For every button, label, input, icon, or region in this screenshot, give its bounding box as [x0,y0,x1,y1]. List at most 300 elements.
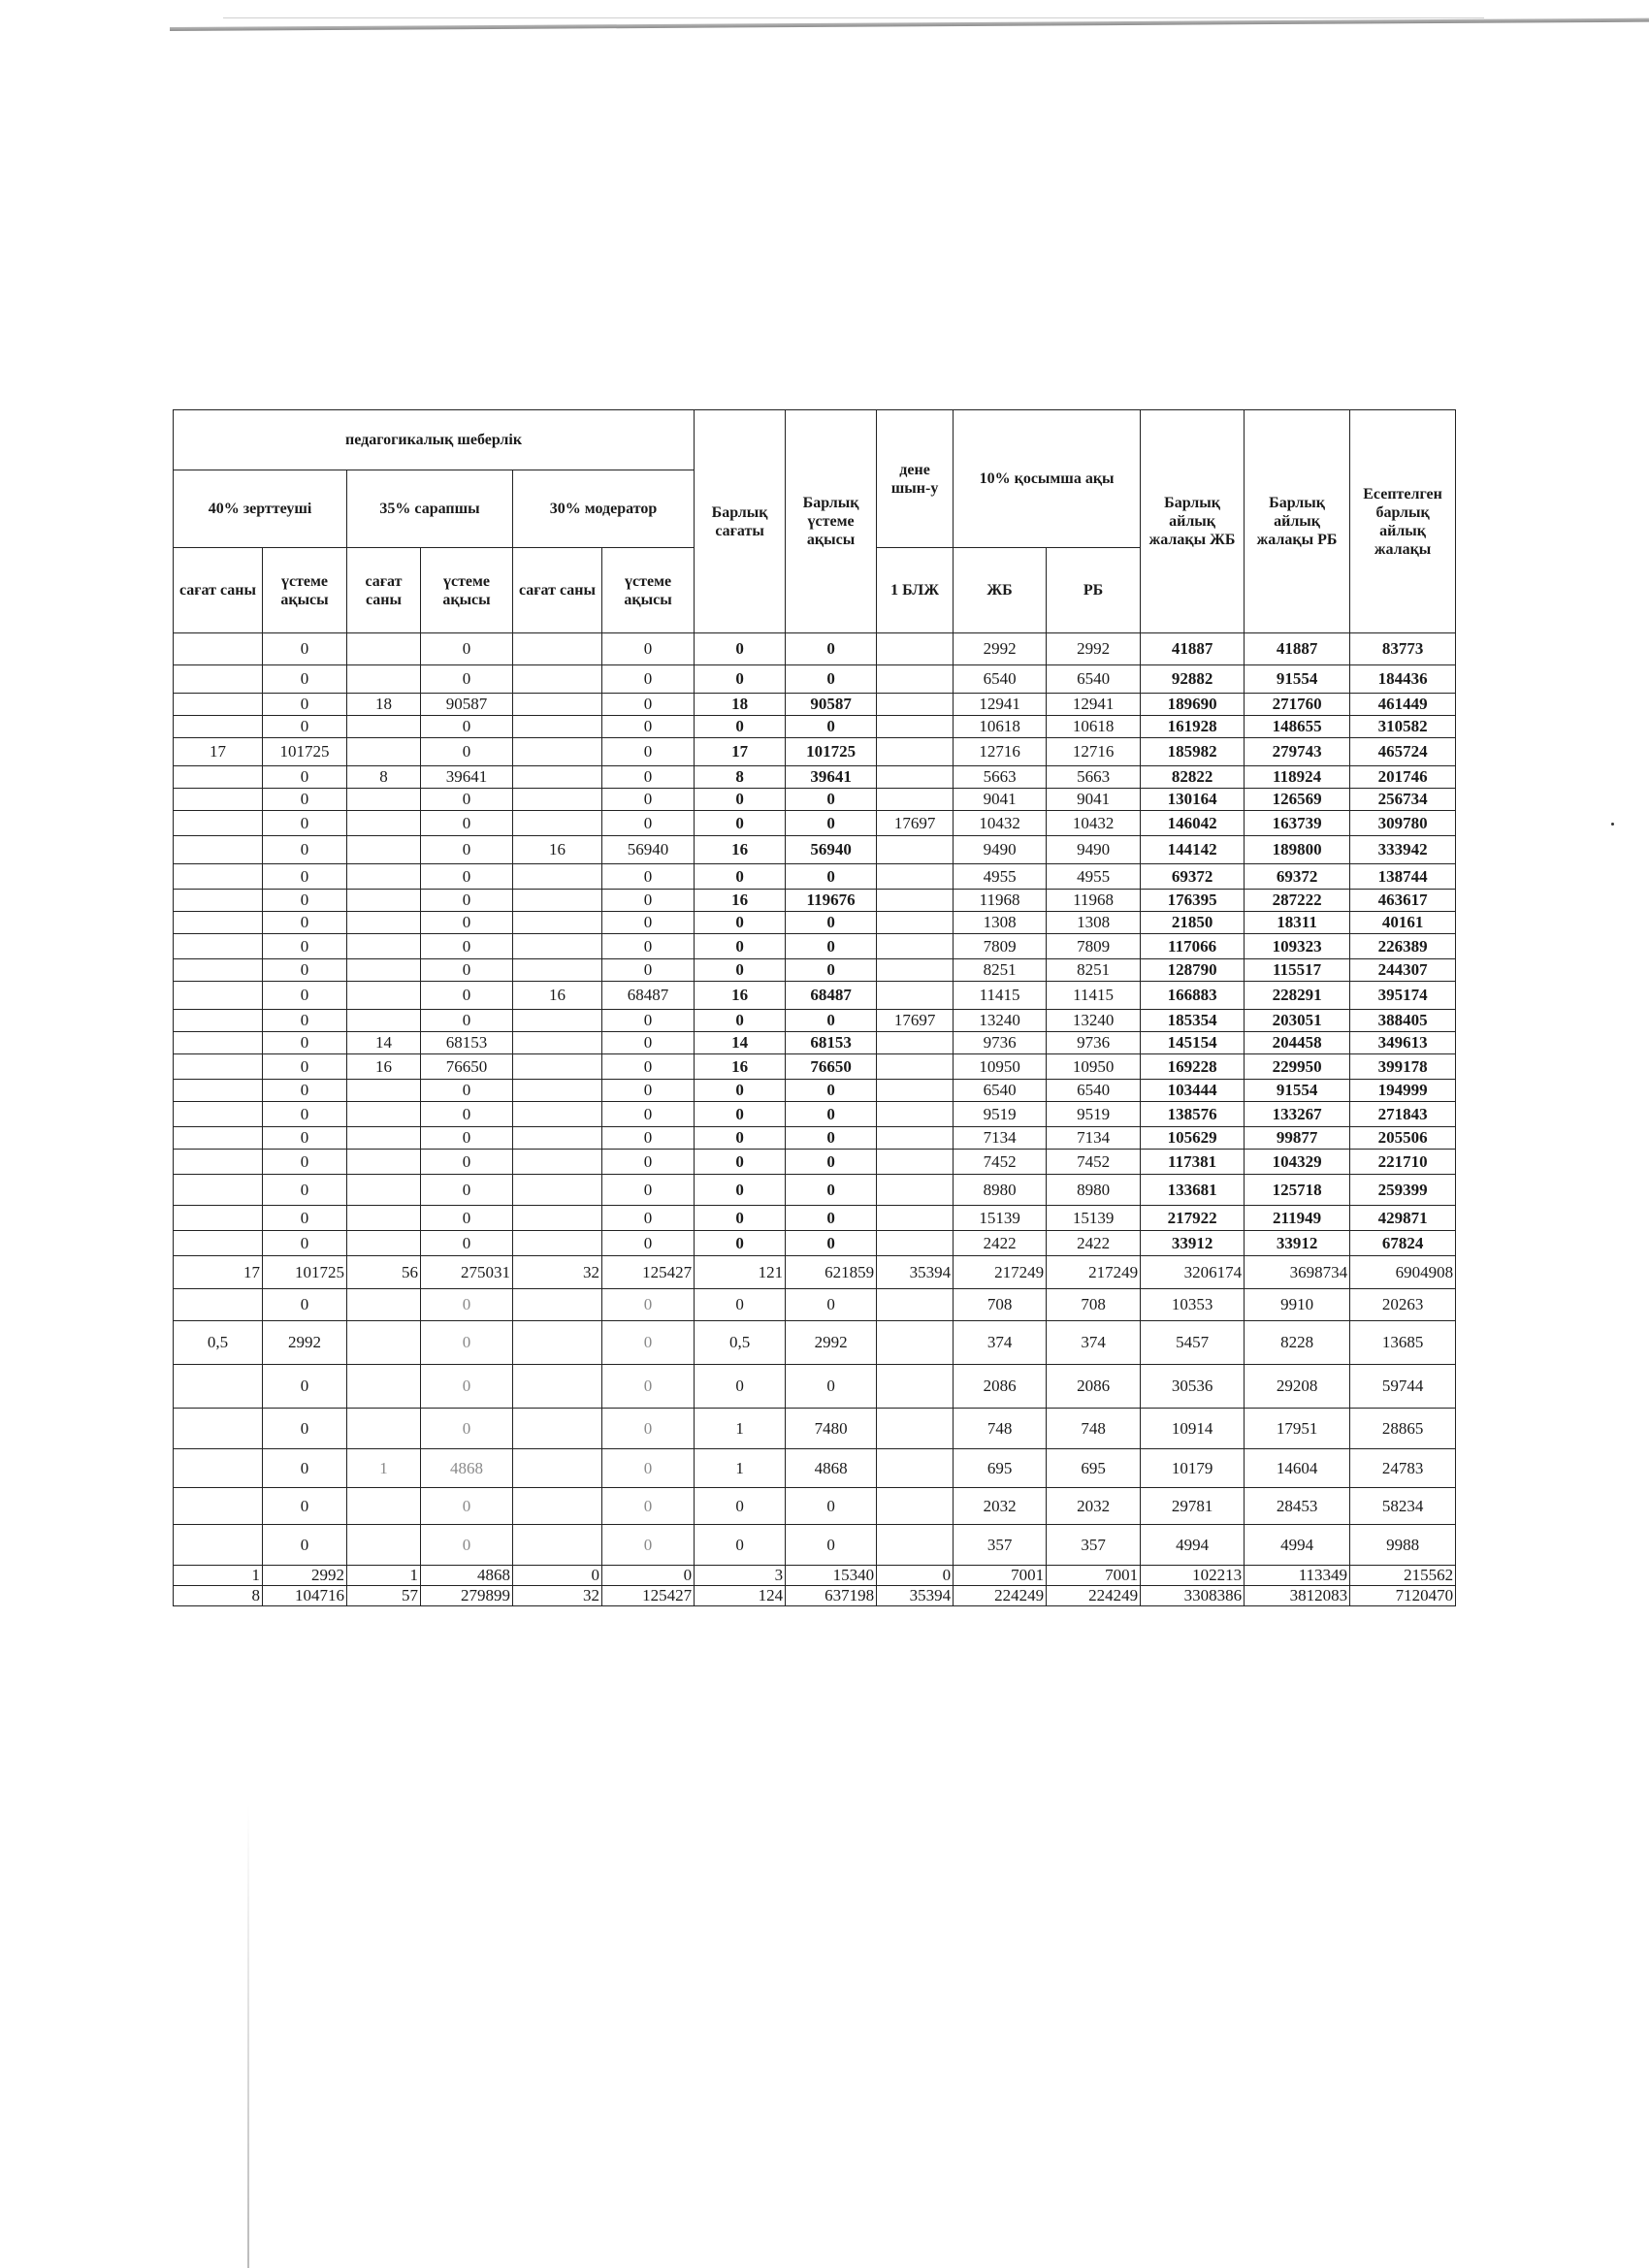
table-cell: 133681 [1141,1175,1245,1206]
table-cell [877,959,954,982]
table-cell: 4868 [786,1449,877,1488]
table-cell [513,934,602,959]
table-cell: 0 [786,959,877,982]
table-cell: 0 [602,1032,695,1054]
table-cell [174,912,263,934]
table-cell: 2992 [263,1566,347,1586]
table-cell [877,836,954,864]
table-cell: 18 [347,694,421,716]
table-cell: 0 [602,1231,695,1256]
table-cell [174,1010,263,1032]
table-cell: 1 [347,1449,421,1488]
table-cell: 6904908 [1350,1256,1456,1289]
table-cell: 83773 [1350,633,1456,665]
table-cell [174,982,263,1010]
table-cell: 144142 [1141,836,1245,864]
table-cell: 0 [263,934,347,959]
table-cell: 2422 [954,1231,1047,1256]
table-cell: 0 [786,811,877,836]
table-cell: 0 [602,789,695,811]
table-cell: 708 [1047,1289,1141,1321]
table-cell: 10432 [1047,811,1141,836]
table-cell: 0 [602,1525,695,1566]
table-cell: 0 [421,716,513,738]
table-cell: 68487 [602,982,695,1010]
table-cell: 124 [695,1586,786,1606]
header-add10-jb: ЖБ [954,548,1047,633]
table-cell: 0 [695,912,786,934]
table-cell [877,1206,954,1231]
table-cell: 0 [263,1032,347,1054]
table-cell: 20263 [1350,1289,1456,1321]
table-cell [174,1365,263,1409]
table-cell: 0 [695,1488,786,1525]
table-cell [174,890,263,912]
table-cell: 0 [695,665,786,694]
table-cell: 429871 [1350,1206,1456,1231]
header-hours-35: сағат саны [347,548,421,633]
table-cell: 16 [347,1054,421,1080]
table-cell: 9736 [954,1032,1047,1054]
table-cell: 465724 [1350,738,1456,766]
table-cell: 201746 [1350,766,1456,789]
table-cell: 0 [786,1150,877,1175]
table-cell: 56940 [786,836,877,864]
table-cell: 0 [421,633,513,665]
table-cell: 0 [263,716,347,738]
table-cell: 256734 [1350,789,1456,811]
table-row [174,811,1456,836]
table-cell: 8 [695,766,786,789]
table-row [174,1175,1456,1206]
table-cell [877,1365,954,1409]
table-cell: 41887 [1245,633,1350,665]
table-cell: 16 [695,836,786,864]
table-cell: 90587 [421,694,513,716]
table-cell: 0 [421,1525,513,1566]
table-cell [347,1231,421,1256]
table-cell: 10432 [954,811,1047,836]
table-cell: 8980 [954,1175,1047,1206]
table-cell: 90587 [786,694,877,716]
table-cell: 16 [513,982,602,1010]
table-cell: 0 [263,1054,347,1080]
table-cell [877,1102,954,1127]
table-cell: 0 [421,811,513,836]
table-cell: 0 [421,789,513,811]
table-cell: 0 [602,1206,695,1231]
table-cell: 91554 [1245,665,1350,694]
table-cell: 399178 [1350,1054,1456,1080]
table-cell [513,1127,602,1150]
header-extra-40: үстеме ақысы [263,548,347,633]
table-cell [347,912,421,934]
table-cell: 0 [421,890,513,912]
table-cell [513,738,602,766]
table-cell: 357 [954,1525,1047,1566]
salary-table [173,409,1456,1606]
table-cell: 102213 [1141,1566,1245,1586]
table-cell [513,959,602,982]
table-cell: 6540 [954,665,1047,694]
table-cell: 0 [602,864,695,890]
table-cell [513,912,602,934]
table-row [174,1525,1456,1566]
table-cell: 7134 [954,1127,1047,1150]
table-cell: 388405 [1350,1010,1456,1032]
table-row [174,633,1456,665]
table-cell: 30536 [1141,1365,1245,1409]
table-cell: 2086 [954,1365,1047,1409]
table-row [174,934,1456,959]
table-cell [174,1054,263,1080]
table-cell: 3206174 [1141,1256,1245,1289]
table-cell: 2992 [954,633,1047,665]
table-cell: 0 [263,1175,347,1206]
table-cell [513,1054,602,1080]
table-cell: 0 [421,1150,513,1175]
table-cell [174,1127,263,1150]
table-cell: 9041 [954,789,1047,811]
table-cell: 57 [347,1586,421,1606]
table-cell: 12716 [954,738,1047,766]
table-cell: 0 [263,1409,347,1449]
table-cell: 109323 [1245,934,1350,959]
table-cell [877,1321,954,1365]
table-cell: 203051 [1245,1010,1350,1032]
table-cell: 189800 [1245,836,1350,864]
table-cell: 0 [602,665,695,694]
table-cell: 748 [1047,1409,1141,1449]
table-cell: 76650 [786,1054,877,1080]
table-cell: 4955 [1047,864,1141,890]
table-cell: 0 [602,1150,695,1175]
table-row [174,864,1456,890]
table-cell: 0 [695,934,786,959]
table-cell: 0 [263,1525,347,1566]
table-cell: 194999 [1350,1080,1456,1102]
table-cell: 0 [602,1409,695,1449]
table-row [174,1102,1456,1127]
table-cell: 0 [786,1080,877,1102]
table-cell: 0 [695,1127,786,1150]
table-row [174,1010,1456,1032]
table-cell: 16 [513,836,602,864]
table-cell [347,1365,421,1409]
table-cell: 0 [421,1127,513,1150]
table-cell [513,1289,602,1321]
table-cell: 10950 [954,1054,1047,1080]
subtotal-row-2 [174,1566,1456,1586]
table-cell: 0 [263,766,347,789]
table-cell: 0 [263,789,347,811]
table-cell: 16 [695,982,786,1010]
table-cell: 0 [786,1365,877,1409]
table-cell: 9519 [954,1102,1047,1127]
table-cell: 10950 [1047,1054,1141,1080]
table-cell: 0 [695,1102,786,1127]
table-cell: 0 [263,912,347,934]
table-cell [347,1127,421,1150]
table-cell [877,1409,954,1449]
table-cell: 229950 [1245,1054,1350,1080]
table-cell: 0 [263,665,347,694]
table-cell: 138744 [1350,864,1456,890]
table-cell: 117066 [1141,934,1245,959]
table-cell [174,1525,263,1566]
table-cell: 18311 [1245,912,1350,934]
table-cell: 56 [347,1256,421,1289]
table-row [174,1127,1456,1150]
table-cell [877,1449,954,1488]
table-cell: 0 [695,633,786,665]
table-cell [513,1449,602,1488]
table-cell [347,811,421,836]
table-cell [174,1080,263,1102]
table-cell [174,934,263,959]
table-cell [513,1488,602,1525]
table-cell [513,1150,602,1175]
table-cell: 349613 [1350,1032,1456,1054]
table-cell: 217249 [954,1256,1047,1289]
scan-top-border [170,18,1649,31]
table-cell: 6540 [1047,665,1141,694]
table-cell: 708 [954,1289,1047,1321]
table-cell: 1 [695,1449,786,1488]
table-cell [174,1488,263,1525]
table-cell: 2422 [1047,1231,1141,1256]
table-cell: 309780 [1350,811,1456,836]
table-cell: 0 [786,1206,877,1231]
table-cell [877,1150,954,1175]
table-cell: 125427 [602,1586,695,1606]
table-cell: 0 [695,1010,786,1032]
table-cell: 211949 [1245,1206,1350,1231]
table-row [174,1449,1456,1488]
table-cell [513,811,602,836]
table-cell [347,1409,421,1449]
table-cell: 9736 [1047,1032,1141,1054]
table-cell: 0 [602,1010,695,1032]
table-cell [174,1231,263,1256]
table-cell: 0 [602,890,695,912]
table-cell: 0 [695,1150,786,1175]
table-cell: 228291 [1245,982,1350,1010]
table-cell [877,890,954,912]
table-cell: 91554 [1245,1080,1350,1102]
table-cell: 101725 [263,738,347,766]
table-row [174,716,1456,738]
table-cell: 7001 [1047,1566,1141,1586]
table-cell: 40161 [1350,912,1456,934]
header-hours-30: сағат саны [513,548,602,633]
table-cell: 461449 [1350,694,1456,716]
table-cell: 0 [695,1231,786,1256]
table-cell: 9041 [1047,789,1141,811]
table-cell: 69372 [1245,864,1350,890]
table-cell: 0 [263,1080,347,1102]
table-cell: 148655 [1245,716,1350,738]
table-row [174,982,1456,1010]
table-cell: 10914 [1141,1409,1245,1449]
table-cell: 0 [695,1080,786,1102]
table-cell: 221710 [1350,1150,1456,1175]
table-cell: 32 [513,1256,602,1289]
table-cell [877,982,954,1010]
table-cell [347,1525,421,1566]
table-cell: 0 [602,633,695,665]
table-cell: 0 [263,1289,347,1321]
table-cell: 24783 [1350,1449,1456,1488]
table-cell: 138576 [1141,1102,1245,1127]
table-cell: 0 [421,1010,513,1032]
table-cell: 7120470 [1350,1586,1456,1606]
table-cell: 0 [602,1488,695,1525]
table-cell: 104716 [263,1586,347,1606]
table-cell: 101725 [263,1256,347,1289]
table-cell [174,665,263,694]
table-cell [174,1289,263,1321]
table-cell: 14604 [1245,1449,1350,1488]
table-cell: 67824 [1350,1231,1456,1256]
table-row [174,1289,1456,1321]
table-row [174,1231,1456,1256]
table-cell: 0 [695,1175,786,1206]
table-cell: 0 [421,959,513,982]
table-cell: 82822 [1141,766,1245,789]
table-cell: 0 [695,789,786,811]
table-cell: 0 [786,1488,877,1525]
table-cell: 118924 [1245,766,1350,789]
table-cell: 117381 [1141,1150,1245,1175]
table-cell: 14 [695,1032,786,1054]
table-cell: 10618 [954,716,1047,738]
table-cell: 224249 [1047,1586,1141,1606]
table-cell: 119676 [786,890,877,912]
table-cell: 395174 [1350,982,1456,1010]
header-researcher-40: 40% зерттеуші [174,470,347,548]
table-cell [877,694,954,716]
table-cell: 58234 [1350,1488,1456,1525]
table-cell: 0 [786,716,877,738]
table-cell: 9490 [954,836,1047,864]
table-cell: 0 [602,716,695,738]
table-cell: 18 [695,694,786,716]
table-cell: 0 [695,864,786,890]
table-cell: 3698734 [1245,1256,1350,1289]
table-cell: 12941 [954,694,1047,716]
table-cell [513,1231,602,1256]
table-cell: 15139 [954,1206,1047,1231]
header-additional-10: 10% қосымша ақы [954,410,1141,548]
table-cell [513,1175,602,1206]
table-cell [347,716,421,738]
header-pedagogical-mastery: педагогикалық шеберлік [174,410,695,470]
table-cell: 695 [954,1449,1047,1488]
table-cell: 32 [513,1586,602,1606]
table-cell: 637198 [786,1586,877,1606]
table-cell: 0 [263,836,347,864]
table-cell: 0 [602,738,695,766]
table-cell: 0 [421,1080,513,1102]
header-monthly-rb: Барлық айлық жалақы РБ [1245,410,1350,633]
table-cell [877,864,954,890]
table-cell: 9519 [1047,1102,1141,1127]
table-row [174,766,1456,789]
table-cell: 621859 [786,1256,877,1289]
table-cell: 333942 [1350,836,1456,864]
table-cell: 125718 [1245,1175,1350,1206]
table-cell: 0 [421,1409,513,1449]
table-cell [347,934,421,959]
table-cell [877,934,954,959]
table-cell: 3308386 [1141,1586,1245,1606]
table-cell: 6540 [1047,1080,1141,1102]
table-cell: 0 [263,1449,347,1488]
table-cell: 12941 [1047,694,1141,716]
table-cell: 0 [602,1449,695,1488]
table-cell [347,1488,421,1525]
table-cell [347,1289,421,1321]
table-cell [513,1102,602,1127]
table-cell [513,789,602,811]
table-cell: 8 [347,766,421,789]
header-monthly-jb: Барлық айлық жалақы ЖБ [1141,410,1245,633]
table-cell: 0 [602,1054,695,1080]
table-cell [347,665,421,694]
table-row [174,1365,1456,1409]
table-cell [513,1080,602,1102]
table-cell [513,1032,602,1054]
table-row [174,890,1456,912]
table-cell: 1 [695,1409,786,1449]
header-extra-30: үстеме ақысы [602,548,695,633]
table-cell: 0 [263,1127,347,1150]
table-cell: 9910 [1245,1289,1350,1321]
table-row [174,694,1456,716]
table-cell: 0 [421,1175,513,1206]
table-cell: 310582 [1350,716,1456,738]
table-cell: 0 [263,1488,347,1525]
table-cell: 69372 [1141,864,1245,890]
table-cell: 0 [602,959,695,982]
table-cell: 39641 [421,766,513,789]
table-row [174,1032,1456,1054]
table-cell: 28453 [1245,1488,1350,1525]
table-cell: 9988 [1350,1525,1456,1566]
table-cell: 185354 [1141,1010,1245,1032]
table-row [174,1150,1456,1175]
table-cell: 748 [954,1409,1047,1449]
table-cell: 0 [602,1365,695,1409]
table-cell: 41887 [1141,633,1245,665]
table-cell [347,982,421,1010]
table-cell [877,633,954,665]
table-cell: 0 [786,789,877,811]
table-cell: 0 [602,1289,695,1321]
paper-fold-shadow [247,1804,249,2268]
header-physical-education: дене шын-у [877,410,954,548]
table-cell: 357 [1047,1525,1141,1566]
table-cell: 76650 [421,1054,513,1080]
table-cell: 0 [602,1127,695,1150]
table-cell: 374 [1047,1321,1141,1365]
table-cell: 169228 [1141,1054,1245,1080]
table-cell [347,836,421,864]
table-cell: 35394 [877,1256,954,1289]
table-cell: 0 [786,1127,877,1150]
table-cell: 0 [786,633,877,665]
